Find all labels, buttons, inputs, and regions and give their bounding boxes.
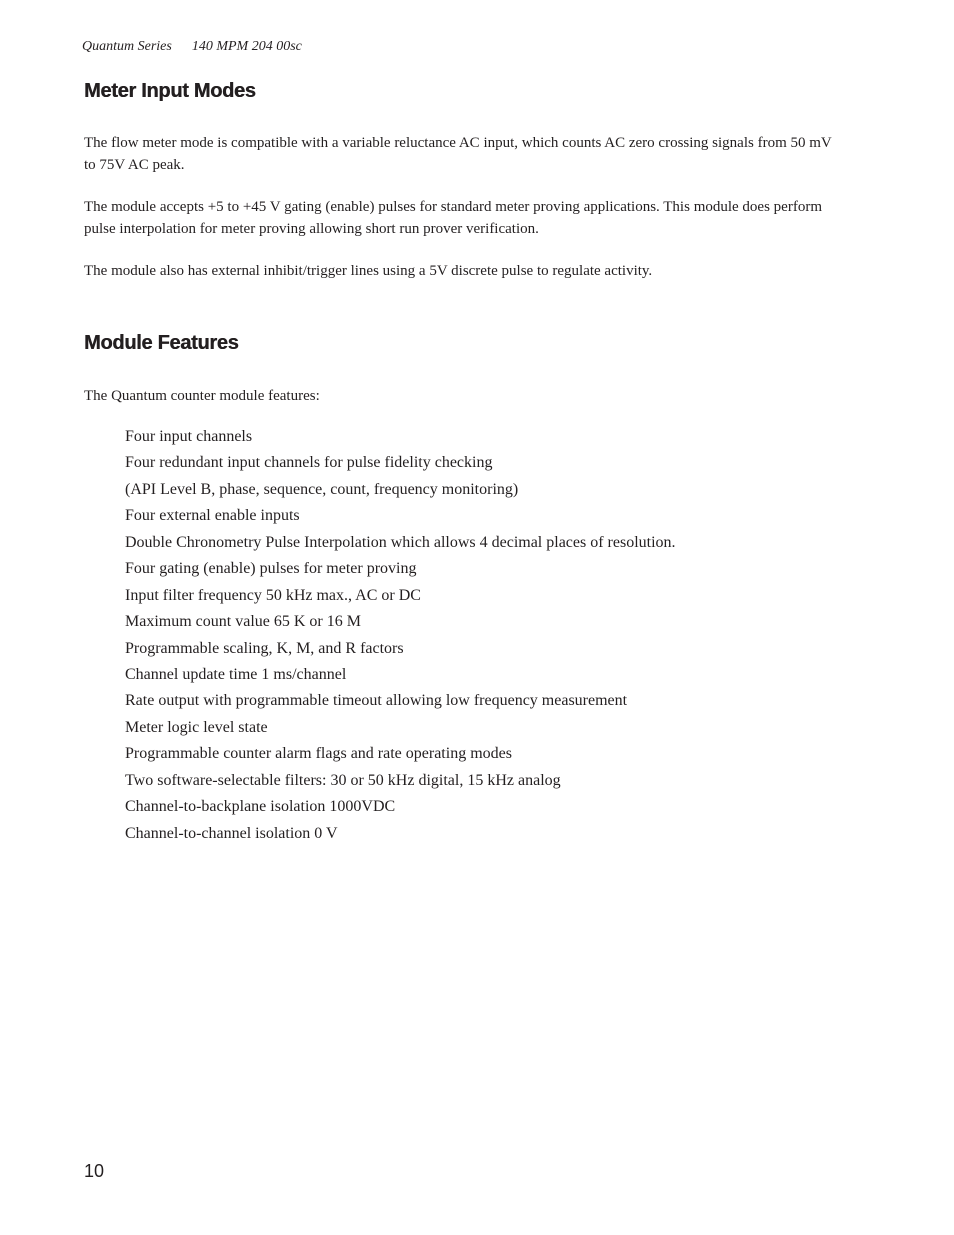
feature-item: Double Chronometry Pulse Interpolation which allows 4 decimal places of resolution. (125, 533, 676, 551)
section-heading-module-features: Module Features (84, 332, 239, 354)
feature-item: Meter logic level state (125, 718, 268, 736)
feature-item: Four gating (enable) pulses for meter proving (125, 560, 417, 578)
feature-item: Channel-to-channel isolation 0 V (125, 824, 338, 842)
feature-item: Programmable scaling, K, M, and R factors (125, 639, 404, 657)
feature-item: (API Level B, phase, sequence, count, frequency monitoring) (125, 480, 519, 498)
feature-item: Channel update time 1 ms/channel (125, 665, 347, 683)
paragraph-gating-pulses: The module accepts +5 to +45 V gating (enable) pulses for standard meter proving applications. This module does perform pulse interpolation for meter proving allowing short run prover verification. (84, 199, 822, 237)
page-number: 10 (84, 1161, 105, 1181)
paragraph-flow-meter-mode: The flow meter mode is compatible with a variable reluctance AC input, which counts AC zero crossing signals from 50 mV to 75V AC peak. (84, 135, 832, 173)
feature-item: Four redundant input channels for pulse fidelity checking (125, 454, 493, 472)
header-series: Quantum Series (82, 39, 172, 54)
feature-item: Four input channels (125, 428, 253, 445)
feature-item: Rate output with programmable timeout allowing low frequency measurement (125, 692, 628, 710)
features-intro: The Quantum counter module features: (84, 388, 320, 404)
feature-list (125, 426, 676, 849)
feature-item: Channel-to-backplane isolation 1000VDC (125, 798, 396, 816)
paragraph-inhibit-trigger: The module also has external inhibit/trigger lines using a 5V discrete pulse to regulate activity. (84, 263, 653, 279)
feature-item: Maximum count value 65 K or 16 M (125, 613, 361, 631)
feature-item: Input filter frequency 50 kHz max., AC or DC (125, 586, 421, 604)
feature-item: Four external enable inputs (125, 507, 300, 525)
feature-item: Two software-selectable filters: 30 or 50 kHz digital, 15 kHz analog (125, 771, 561, 789)
header-model: 140 MPM 204 00sc (191, 39, 302, 54)
section-heading-meter-input-modes: Meter Input Modes (84, 80, 256, 102)
running-header (82, 39, 302, 55)
feature-item: Programmable counter alarm flags and rate operating modes (125, 745, 512, 763)
